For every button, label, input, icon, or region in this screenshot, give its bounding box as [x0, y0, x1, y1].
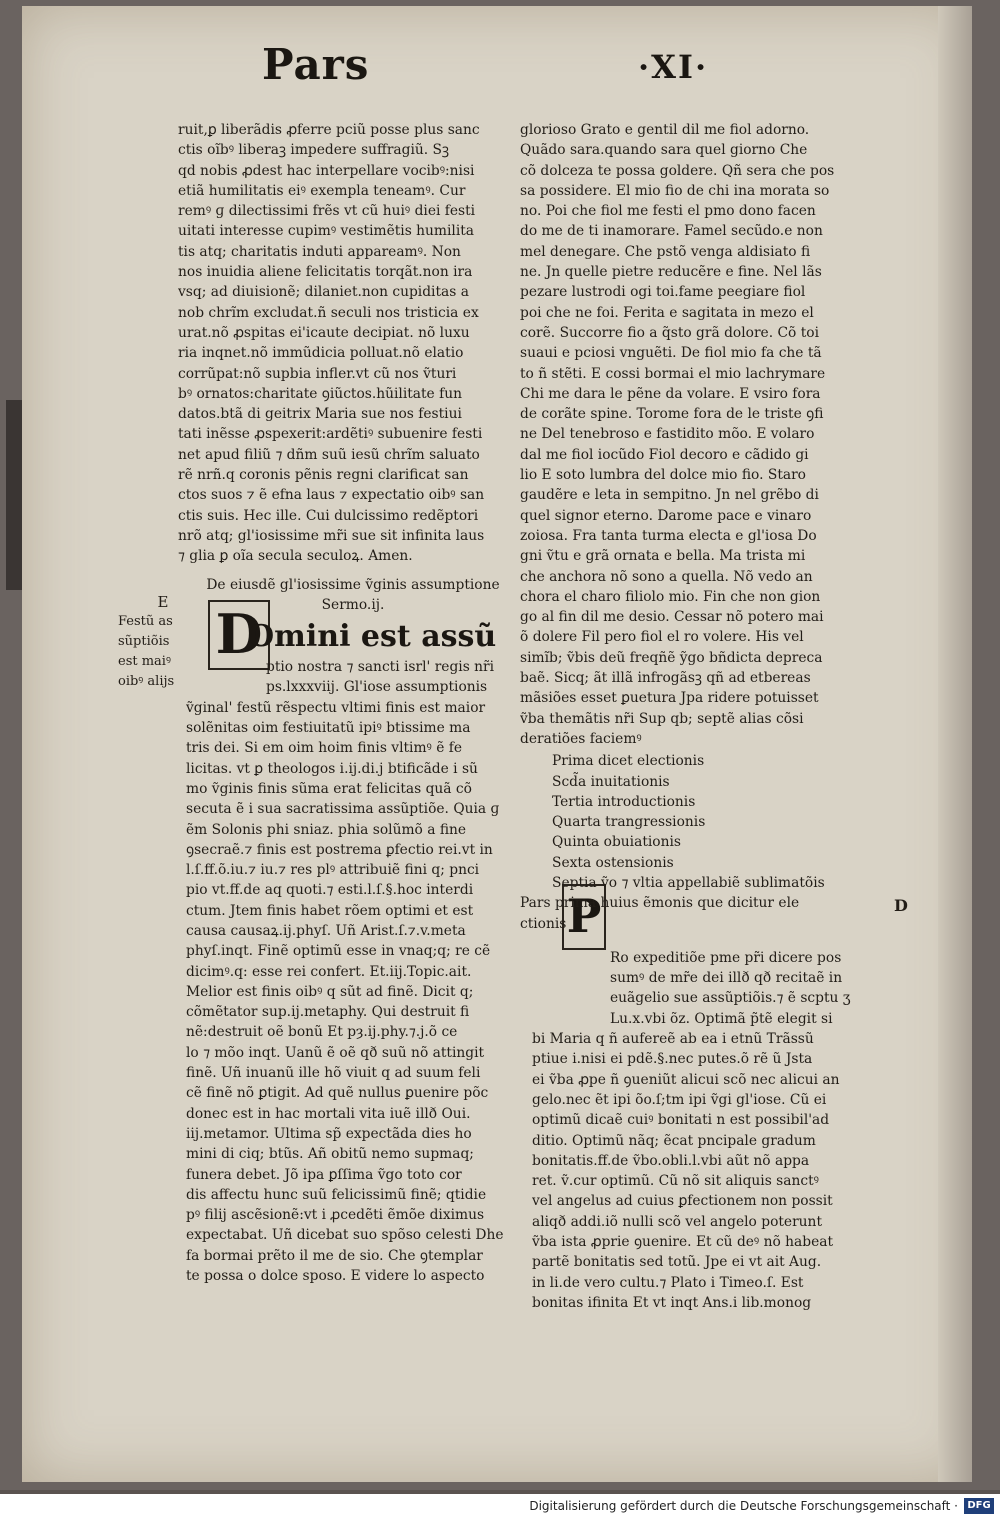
text-line: solẽnitas oim festiuitatũ ipiꝰ btissime ma [186, 720, 471, 737]
text-line: donec est in hac mortali vita iuẽ illð Oui. [186, 1105, 471, 1122]
text-line: ṽba themãtis nr̃i Sup qb; septẽ alias cõsi [520, 710, 804, 727]
text-line: nẽ:destruit oẽ bonũ Et pȝ.ij.phy.⁊.j.õ ce [186, 1024, 458, 1041]
text-line: ret. ṽ.cur optimũ. Cũ nõ sit aliquis sanctꝰ [532, 1173, 819, 1190]
text-line: ditio. Optimũ nãq; ẽcat pncipale gradum [532, 1132, 816, 1149]
text-line: iij.metamor. Ultima sp̃ expectãda dies ho [186, 1125, 472, 1142]
text-line: finẽ. Uñ inuanũ ille hõ viuit q ad suum feli [186, 1065, 481, 1082]
margin-note-letter: E [157, 593, 169, 611]
text-line: ctos suos ⁊ ẽ efna laus ⁊ expectatio oibꝰ san [178, 487, 485, 504]
text-line: bi Maria q ñ aufereẽ ab ea i etnũ Trãssũ [532, 1031, 814, 1048]
text-line: ctis oĩbꝰ liberaꝫ impedere suffragiũ. Sꝫ [178, 142, 450, 159]
text-line: in li.de vero cultu.⁊ Plato i Timeo.ſ. Est [532, 1274, 804, 1291]
text-line: cõmẽtator sup.ij.metaphy. Qui destruit fi [186, 1004, 470, 1021]
text-line: partẽ bonitatis sed totũ. Jpe ei vt ait Aug. [532, 1254, 822, 1271]
text-line: vel angelus ad cuius ꝑfectionem non possit [532, 1193, 833, 1210]
text-line: ps.lxxxviij. Gl'iose assumptionis [266, 679, 488, 696]
text-line: expectabat. Uñ dicebat suo spõso celesti Dhe [186, 1227, 504, 1244]
text-line: corrũpat:nõ supbia infler.vt cũ nos ṽturi [178, 365, 457, 382]
text-line: tris dei. Si em oim hoim finis vltimꝰ ẽ fe [186, 740, 463, 757]
text-line: optimũ dicaẽ cuiꝰ bonitati n est possibil'ad [532, 1112, 830, 1129]
text-line: urat.nõ ꝓspitas ei'icaute decipiat. nõ luxu [178, 324, 470, 341]
footer-credit: Digitalisierung gefördert durch die Deutsche Forschungsgemeinschaft · [529, 1499, 958, 1513]
text-line: suaui e pciosi vnguẽti. De fiol mio fa che tã [520, 345, 822, 362]
text-line: mel denegare. Che pstõ venga aldisiato fi [520, 243, 811, 260]
text-line: ria inqnet.nõ immũdicia polluat.nõ elatio [178, 345, 464, 362]
text-line: gelo.nec ẽt ipi õo.ſ;tm ipi ṽgi gl'iose. Cũ ei [532, 1091, 827, 1108]
text-line: tati inẽsse ꝓspexerit:ardẽtiꝰ subuenire festi [178, 426, 483, 443]
text-line: cẽ finẽ nõ ꝑtigit. Ad quẽ nullus ꝑuenire põc [186, 1085, 489, 1102]
text-line: deratiões faciemꝰ [520, 730, 642, 747]
list-item: Quinta obuiationis [552, 834, 681, 851]
decorated-initial-d: D [208, 600, 270, 670]
text-line: quel signor eterno. Darome pace e vinaro [520, 507, 812, 524]
text-line: phyſ.inqt. Finẽ optimũ esse in vnaq;q; re cẽ [186, 943, 491, 960]
left-column [178, 120, 528, 1286]
text-line: ctionis [520, 915, 567, 932]
dfg-logo: DFG [964, 1498, 994, 1514]
text-line: l.ſ.ff.õ.iu.⁊ iu.⁊ res plꝰ attribuiẽ fini q; pnci [186, 862, 480, 879]
text-line: bonitas ifinita Et vt inqt Ans.i lib.monog [532, 1294, 812, 1311]
text-line: ne. Jn quelle pietre reducẽre e fine. Nel lãs [520, 264, 822, 281]
footer-bar [0, 1494, 1000, 1520]
text-line: ptio nostra ⁊ sancti isrl' regis nr̃i [266, 659, 495, 676]
text-line: õ dolere Fil pero fiol el ro volere. His vel [520, 629, 804, 646]
list-item: Sexta ostensionis [552, 854, 674, 871]
text-line: uitati interesse cupimꝰ vestimẽtis humilita [178, 223, 475, 240]
text-line: causa causaꝝ.ij.phyſ. Uñ Arist.ſ.⁊.v.meta [186, 922, 466, 939]
text-line: fa bormai prẽto il me de sio. Che ꝯtemplar [186, 1247, 483, 1264]
margin-note-line: est maiꝰ [118, 654, 171, 669]
text-line: mo ṽginis finis sũma erat felicitas quã cõ [186, 780, 472, 797]
text-line: sa possidere. El mio fio de chi ina morata so [520, 182, 830, 199]
sermon-number: Sermo.ij. [321, 596, 385, 613]
side-marker: D [894, 896, 908, 915]
text-line: secuta ẽ i sua sacratissima assũptiõe. Quia ɡ [186, 801, 500, 818]
text-line: do me de ti inamorare. Famel secũdo.e non [520, 223, 823, 240]
text-line: cõ dolceza te possa goldere. Qñ sera che pos [520, 162, 835, 179]
list-item: Prima dicet electionis [552, 753, 705, 770]
text-line: pezare lustrodi ogi toi.fame peegiare fiol [520, 284, 806, 301]
running-head-left: Pars [262, 40, 370, 89]
text-line: no. Poi che fiol me festi el pmo dono facen [520, 203, 816, 220]
text-line: Ro expeditiõe pme pr̃i dicere pos [610, 949, 842, 966]
text-line: de corãte spine. Torome fora de le triste ꝯfi [520, 406, 824, 423]
text-line: ne Del tenebroso e fastidito mõo. E volaro [520, 426, 815, 443]
margin-note-line: sũptiõis [118, 634, 170, 649]
text-line: ptiue i.nisi ei pdẽ.§.nec putes.õ rẽ ũ Jsta [532, 1051, 813, 1068]
running-head-right: ·XI· [638, 48, 709, 86]
text-line: ctum. Jtem finis habet rõem optimi et est [186, 902, 474, 919]
text-line: datos.btã di geitrix Maria sue nos festiui [178, 406, 462, 423]
text-line: ctis suis. Hec ille. Cui dulcissimo redẽptori [178, 507, 479, 524]
text-line: ꝯsecraẽ.⁊ finis est postrema ꝑfectio rei.vt in [186, 841, 493, 858]
decorated-initial-p: P [562, 884, 606, 950]
text-line: aliqð addi.iõ nulli scõ vel angelo poterunt [532, 1213, 822, 1230]
text-line: Melior est finis oibꝰ q sũt ad finẽ. Dicit q; [186, 983, 474, 1000]
text-line: nrõ atq; gl'iosissime mr̃i sue sit infinita laus [178, 527, 485, 544]
text-line: glorioso Grato e gentil dil me fiol adorno. [520, 122, 810, 138]
text-line: baẽ. Sicq; ãt illã infrogãsꝫ qñ ad etbereas [520, 670, 811, 687]
text-line: rẽ nrñ.q coronis pẽnis regni clarificat san [178, 467, 469, 484]
text-line: ṽginal' festũ rẽspectu vltimi finis est maior [186, 699, 486, 716]
text-line: Lu.x.vbi õz. Optimã p̃tẽ elegit si [610, 1010, 833, 1027]
text-line: mini di ciq; btũs. Añ obitũ nemo supmaq; [186, 1146, 474, 1163]
text-line: net apud filiũ ⁊ dñm suũ iesũ chrĩm saluato [178, 446, 480, 463]
text-line: lo ⁊ mõo inqt. Uanũ ẽ oẽ qð suũ nõ attingit [186, 1044, 485, 1061]
text-line: te possa o dolce sposo. E videre lo aspecto [186, 1268, 485, 1285]
text-line: poi che ne foi. Ferita e sagitata in mezo el [520, 304, 814, 321]
text-line: Quãdo sara.quando sara quel giorno Che [520, 142, 808, 159]
text-line: nos inuidia aliene felicitatis torqãt.non ira [178, 264, 473, 281]
text-line: bꝰ ornatos:charitate ꝯiũctos.hũilitate fun [178, 385, 462, 402]
text-line: dicimꝰ.q: esse rei confert. Et.iij.Topic.ait. [186, 963, 472, 980]
text-line: remꝰ ɡ dilectissimi frẽs vt cũ huiꝰ diei festi [178, 203, 476, 220]
incipit: Omini est assũ [248, 619, 497, 655]
text-line: ruit,ꝑ liberãdis ꝓferre pciũ posse plus sanc [178, 122, 480, 138]
text-line: dal me fiol iocũdo Fiol decoro e cãdido gi [520, 446, 809, 463]
text-line: dis affectu hunc suũ felicissimũ finẽ; qtidie [186, 1186, 487, 1203]
text-line: lio E soto lumbra del dolce mio fio. Staro [520, 467, 806, 484]
text-line: pio vt.ff.de aq quoti.⁊ esti.l.ſ.§.hoc interdi [186, 882, 474, 899]
list-item: Scd̃a inuitationis [552, 773, 670, 790]
sermon-heading: De eiusdẽ gl'iosissime ṽginis assumptione [206, 576, 500, 593]
text-line: ṽba ista ꝓprie ꝯuenire. Et cũ deꝰ nõ habeat [532, 1234, 834, 1251]
text-line: ⁊ glia ꝑ oĩa secula seculoꝝ. Amen. [178, 548, 413, 565]
text-line: Chi me dara le pẽne da volare. E vsiro fora [520, 385, 821, 402]
text-line: gaudẽre e leta in sempitno. Jn nel grẽbo di [520, 487, 819, 504]
text-line: to ñ stẽti. E cossi bormai el mio lachrymare [520, 365, 826, 382]
text-line: corẽ. Succorre fio a q̃sto grã dolore. Cõ toi [520, 324, 819, 341]
text-line: licitas. vt ꝑ theologos i.ij.di.j btificãde i sũ [186, 760, 478, 777]
text-line: ei ṽba ꝓpe ñ ꝯueniũt alicui scõ nec alicui an [532, 1071, 840, 1088]
list-item: Septia ṽo ⁊ vltia appellabiẽ sublimatõis [552, 874, 825, 891]
text-line: simĩb; ṽbis deũ freqñẽ ỹgo bñdicta depreca [520, 649, 823, 666]
text-line: qd nobis ꝓdest hac interpellare vocibꝰ:nisi [178, 162, 475, 179]
text-line: mãsiões esset ꝑuetura Jpa ridere potuisset [520, 690, 819, 707]
text-line: ẽm Solonis phi sniaz. phia solũmõ a fine [186, 821, 467, 838]
text-line: che anchora nõ sono a quella. Nõ vedo an [520, 568, 813, 585]
text-line: tis atq; charitatis induti appareamꝰ. Non [178, 243, 461, 260]
list-item: Tertia introductionis [552, 793, 696, 810]
margin-note-line: oibꝰ alijs [118, 674, 175, 689]
page-edge-shadow [938, 6, 972, 1482]
text-line: funera debet. Jõ ipa ꝑſſima ṽgo toto cor [186, 1166, 462, 1183]
right-column [520, 120, 880, 1313]
margin-note-line: Festũ as [118, 614, 173, 629]
text-line: pꝰ filij ascẽsionẽ:vt i ꝓcedẽti ẽmõe diximus [186, 1207, 485, 1224]
scan-clip-shadow [6, 400, 22, 590]
text-line: chora el charo filiolo mio. Fin che non gion [520, 588, 821, 605]
text-line: go al fin dil me desio. Cessar nõ potero mai [520, 609, 824, 626]
list-item: Quarta trangressionis [552, 814, 706, 831]
text-line: bonitatis.ff.de ṽbo.obli.l.vbi aũt nõ appa [532, 1152, 810, 1169]
text-line: Pars prima huius ẽmonis que dicitur ele [520, 895, 800, 912]
text-line: euãgelio sue assũptiõis.⁊ ẽ scptu ʒ [610, 990, 851, 1007]
text-line: gni ṽtu e grã ornata e bella. Ma trista mi [520, 548, 806, 565]
text-line: zoiosa. Fra tanta turma electa e gl'iosa Do [520, 527, 817, 544]
text-line: nob chrĩm excludat.ñ seculi nos tristicia ex [178, 304, 479, 321]
running-head [0, 40, 1000, 100]
text-line: vsq; ad diuisionẽ; dilaniet.non cupiditas a [178, 284, 469, 301]
text-line: sumꝰ de mr̃e dei illð qð recitaẽ in [610, 970, 843, 987]
text-line: etiã humilitatis eiꝰ exempla teneamꝰ. Cur [178, 182, 466, 199]
